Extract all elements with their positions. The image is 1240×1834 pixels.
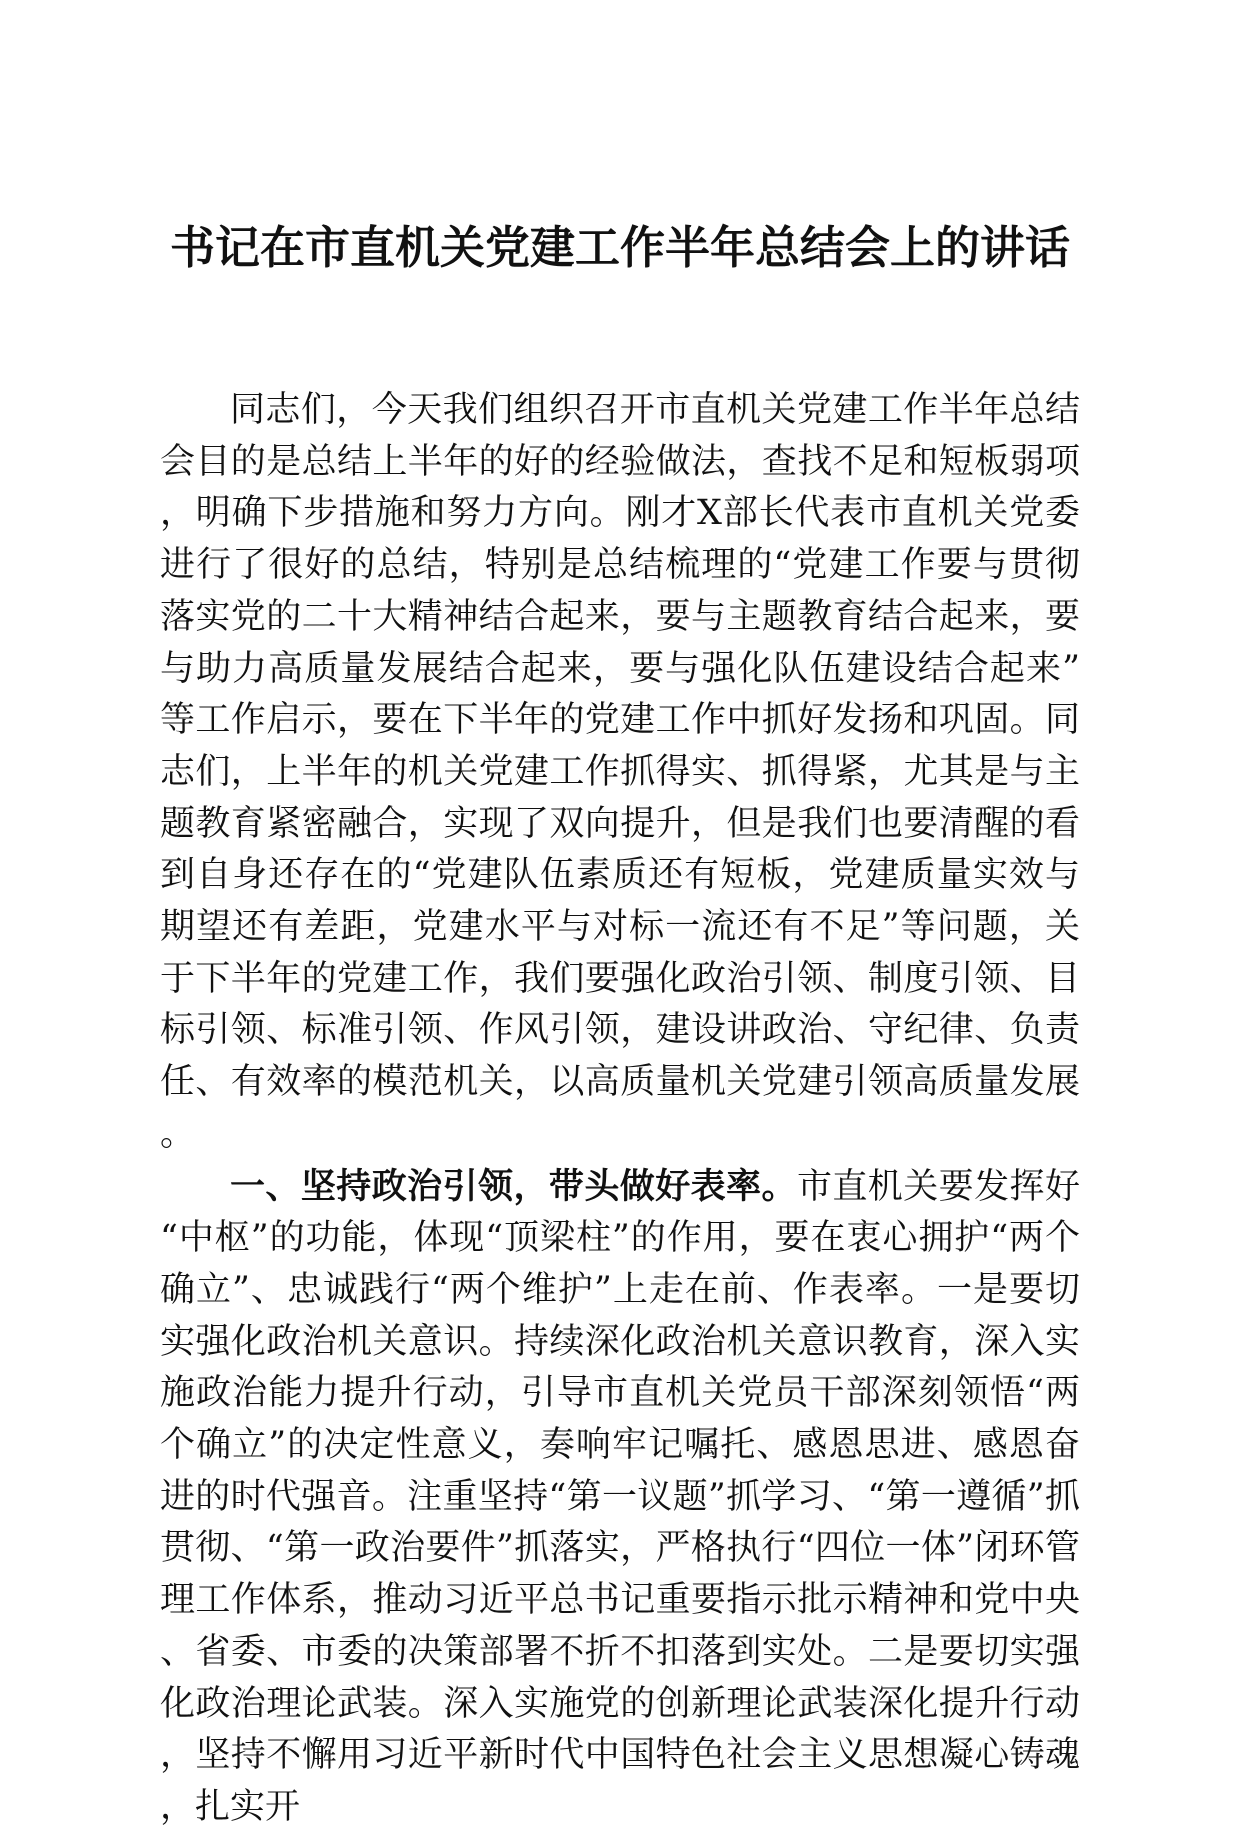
document-title: 书记在市直机关党建工作半年总结会上的讲话 (169, 221, 1070, 274)
section-1-heading: 一、坚持政治引领，带头做好表率。 (230, 1165, 797, 1207)
document-body (160, 385, 1080, 1834)
paragraph-section-1 (160, 1161, 1080, 1834)
paragraph-intro-text: 同志们，今天我们组织召开市直机关党建工作半年总结会目的是总结上半年的好的经验做法，查找不足和短板弱项，明确下步措施和努力方向。刚才X部长代表市直机关党委进行了很好的总结，特别是总结梳理的“党建工作要与贯彻落实党的二十大精神结合起来，要与主题教育结合起来，要与助力高质量发展结合起来，要与强化队伍建设结合起来”等工作启示，要在下半年的党建工作中抓好发扬和巩固。同志们，上半年的机关党建工作抓得实、抓得紧，尤其是与主题教育紧密融合，实现了双向提升，但是我们也要清醒的看到自身还存在的“党建队伍素质还有短板，党建质量实效与期望还有差距，党建水平与对标一流还有不足”等问题，关于下半年的党建工作，我们要强化政治引领、制度引领、目标引领、标准引领、作风引领，建设讲政治、守纪律、负责任、有效率的模范机关，以高质量机关党建引领高质量发展。 (160, 390, 1080, 1154)
section-1-text: 市直机关要发挥好“中枢”的功能，体现“顶梁柱”的作用，要在衷心拥护“两个确立”、忠诚践行“两个维护”上走在前、作表率。一是要切实强化政治机关意识。持续深化政治机关意识教育，深入实施政治能力提升行动，引导市直机关党员干部深刻领悟“两个确立”的决定性意义，奏响牢记嘱托、感恩思进、感恩奋进的时代强音。注重坚持“第一议题”抓学习、“第一遵循”抓贯彻、“第一政治要件”抓落实，严格执行“四位一体”闭环管理工作体系，推动习近平总书记重要指示批示精神和党中央、省委、市委的决策部署不折不扣落到实处。二是要切实强化政治理论武装。深入实施党的创新理论武装深化提升行动，坚持不懈用习近平新时代中国特色社会主义思想凝心铸魂，扎实开 (160, 1166, 1080, 1827)
paragraph-intro (160, 385, 1080, 1161)
